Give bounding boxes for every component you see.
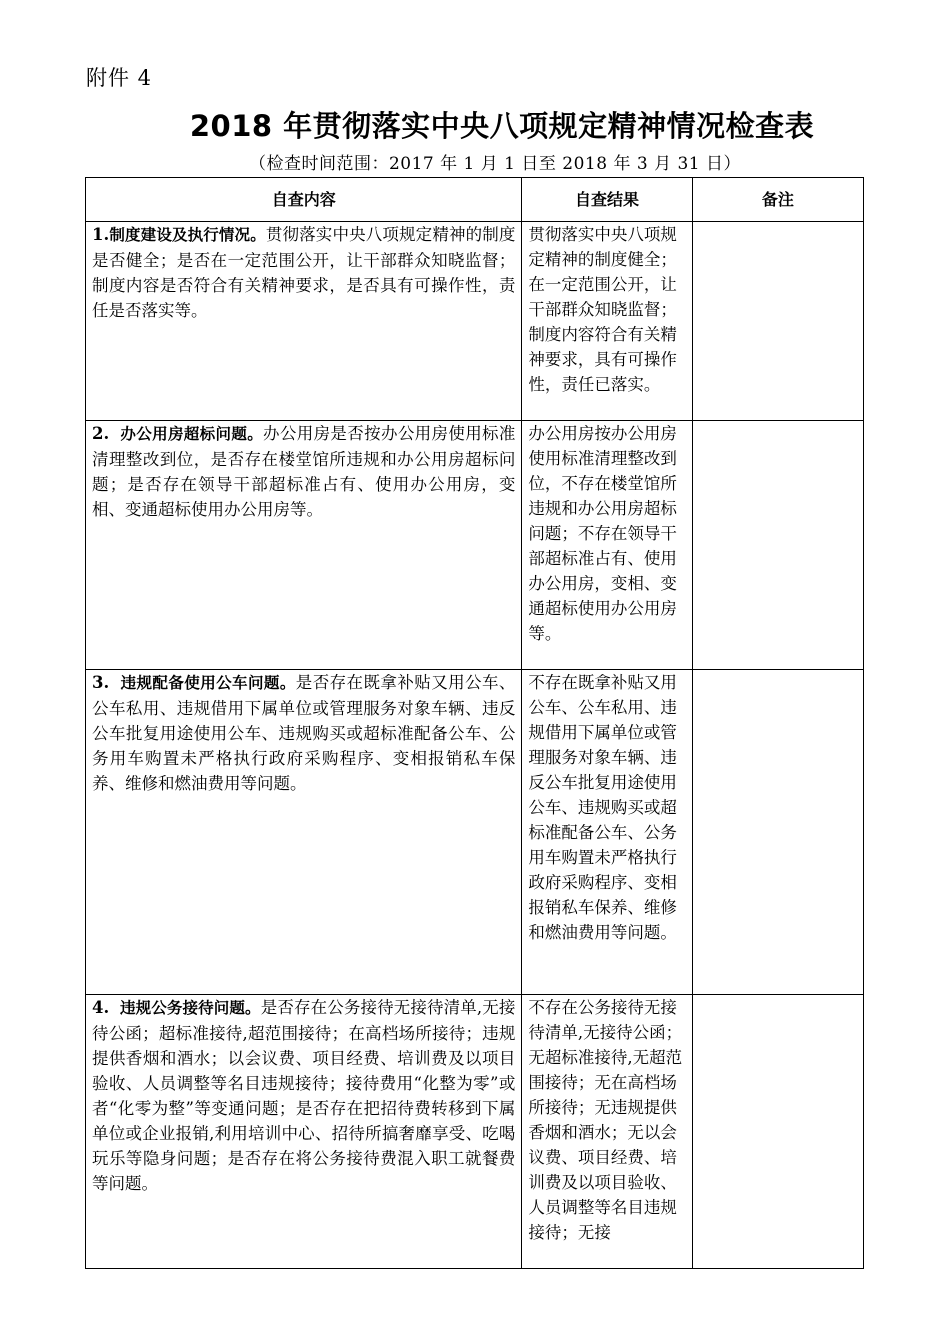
table-row (86, 222, 864, 421)
header-note: 备注 (692, 178, 863, 222)
row-content-cell (86, 670, 522, 995)
table-row (86, 995, 864, 1269)
item-heading: 办公用房超标问题。 (120, 425, 264, 443)
header-content: 自查内容 (86, 178, 522, 222)
row-note-cell (692, 222, 863, 421)
item-content: 是否存在既拿补贴又用公车、公车私用、违规借用下属单位或管理服务对象车辆、违反公车批复用途使用公车、违规购买或超标准配备公车、公务用车购置未严格执行政府采购程序、变相报销私车保养、维修和燃油费用等问题。 (92, 673, 516, 793)
item-number: 4. (92, 998, 110, 1017)
item-heading: 违规配备使用公车问题。 (120, 674, 296, 692)
item-heading: 违规公务接待问题。 (120, 999, 261, 1017)
row-result-cell: 贯彻落实中央八项规定精神的制度健全；在一定范围公开，让干部群众知晓监督；制度内容符合有关精神要求，具有可操作性，责任已落实。 (522, 222, 692, 421)
row-content-cell (86, 222, 522, 421)
item-number: 3. (92, 673, 110, 692)
row-content-cell (86, 421, 522, 670)
document-subtitle: （检查时间范围：2017 年 1 月 1 日至 2018 年 3 月 31 日） (248, 154, 742, 174)
item-content: 办公用房是否按办公用房使用标准清理整改到位，是否存在楼堂馆所违规和办公用房超标问题；是否存在领导干部超标准占有、使用办公用房，变相、变通超标使用办公用房等。 (92, 424, 516, 519)
attachment-label: 附件 4 (86, 66, 153, 90)
row-result-cell: 办公用房按办公用房使用标准清理整改到位，不存在楼堂馆所违规和办公用房超标问题；不存在领导干部超标准占有、使用办公用房，变相、变通超标使用办公用房等。 (522, 421, 692, 670)
table-header-row (86, 178, 864, 222)
row-note-cell (692, 421, 863, 670)
table-row (86, 421, 864, 670)
row-result-cell: 不存在既拿补贴又用公车、公车私用、违规借用下属单位或管理服务对象车辆、违反公车批复用途使用公车、违规购买或超标准配备公车、公务用车购置未严格执行政府采购程序、变相报销私车保养、维修和燃油费用等问题。 (522, 670, 692, 995)
item-content: 贯彻落实中央八项规定精神的制度是否健全；是否在一定范围公开，让干部群众知晓监督；制度内容是否符合有关精神要求，是否具有可操作性，责任是否落实等。 (92, 225, 516, 320)
item-number: 2. (92, 424, 110, 443)
item-number: 1. (92, 225, 110, 244)
inspection-table (85, 177, 864, 1269)
row-note-cell (692, 670, 863, 995)
row-content-cell (86, 995, 522, 1269)
row-result-cell: 不存在公务接待无接待清单,无接待公函；无超标准接待,无超范围接待；无在高档场所接待；无违规提供香烟和酒水；无以会议费、项目经费、培训费及以项目验收、人员调整等名目违规接待；无接 (522, 995, 692, 1269)
row-note-cell (692, 995, 863, 1269)
table-row (86, 670, 864, 995)
document-title: 2018 年贯彻落实中央八项规定精神情况检查表 (189, 109, 815, 143)
item-content: 是否存在公务接待无接待清单,无接待公函；超标准接待,超范围接待；在高档场所接待；违规提供香烟和酒水；以会议费、项目经费、培训费及以项目验收、人员调整等名目违规接待；接待费用“化整为零”或者“化零为整”等变通问题；是否存在把招待费转移到下属单位或企业报销,利用培训中心、招待所搞奢靡享受、吃喝玩乐等隐身问题；是否存在将公务接待费混入职工就餐费等问题。 (92, 998, 516, 1193)
header-result: 自查结果 (522, 178, 692, 222)
item-heading: 制度建设及执行情况。 (109, 226, 266, 244)
